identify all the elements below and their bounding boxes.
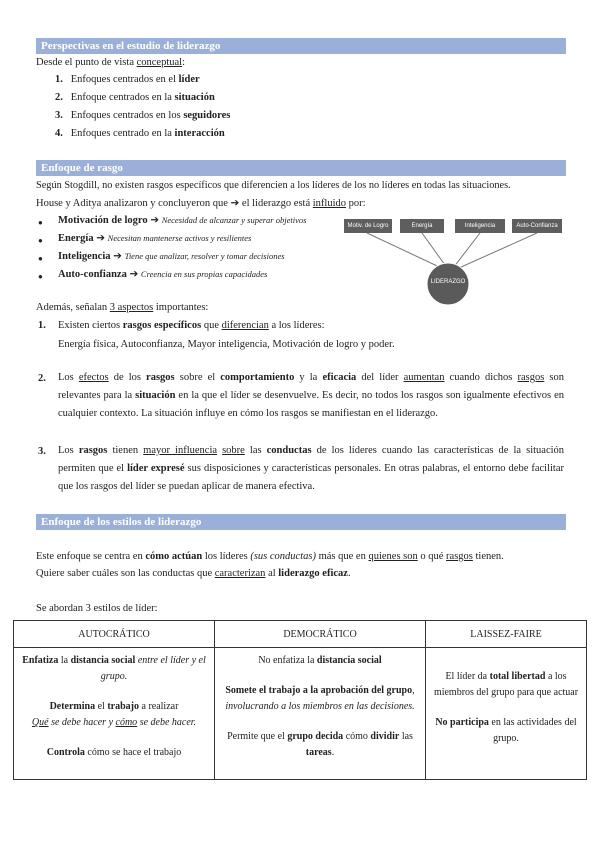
aspect-text: de los líderes cuando las características de la situación permiten que el	[58, 445, 565, 474]
cell-text: las	[399, 731, 413, 742]
diagram-node-inteligencia: Inteligencia	[455, 219, 505, 233]
header-democratico: DEMOCRÁTICO	[215, 621, 426, 648]
aspect-text: en la que el líder se desenvuelve. Es decir, no todos los rasgos son igualmente efectivos en cualquier contexto. La situación influye en cómo los rasgos se manifiestan en el liderazgo.	[58, 390, 564, 419]
arrow-icon: ➔	[93, 233, 108, 244]
house-text-mid: el liderazgo está	[239, 198, 313, 209]
intro-line	[36, 57, 185, 68]
aspect-text: Existen ciertos	[58, 320, 123, 331]
aspects-suffix: importantes:	[153, 302, 209, 313]
trait-item	[58, 268, 267, 280]
trait-item	[58, 250, 285, 262]
demo-item-3	[221, 729, 419, 761]
list-number: 4.	[55, 128, 63, 139]
aspect-bold: situación	[135, 390, 176, 401]
estilos-bold: liderazgo eficaz	[278, 568, 348, 579]
cell-text: No enfatiza la	[258, 655, 317, 666]
bullet-icon: ●	[38, 236, 43, 245]
aspect-1-list: Energía física, Autoconfianza, Mayor inteligencia, Motivación de logro y poder.	[58, 339, 395, 350]
trait-item	[58, 232, 251, 244]
aspects-intro	[36, 302, 208, 313]
aspect-bold: rasgos	[78, 445, 108, 456]
estilos-paragraph-2	[36, 568, 351, 579]
cell-bold: dividir	[370, 731, 400, 742]
bullet-icon: ●	[38, 218, 43, 227]
cell-bold: distancia social	[70, 655, 136, 666]
cell-text: la	[58, 655, 71, 666]
trait-item	[58, 214, 306, 226]
estilos-paragraph-1	[36, 551, 504, 562]
cell-bold: No participa	[435, 717, 489, 728]
intro-underlined: conceptual	[136, 57, 183, 68]
aspect-bold: líder expresé	[127, 463, 185, 474]
cell-bold: Enfatiza	[22, 655, 59, 666]
aspect-bold: conductas	[266, 445, 312, 456]
list-number: 3.	[55, 110, 63, 121]
list-text: Enfoque centrados en la	[70, 92, 175, 103]
list-item	[55, 74, 200, 85]
aspect-3-paragraph	[58, 442, 564, 496]
list-bold: situación	[174, 92, 215, 103]
aspect-number: 1.	[38, 320, 46, 331]
cell-bold: Determina	[49, 701, 96, 712]
aspect-2-paragraph	[58, 369, 564, 423]
estilos-text: o qué	[417, 551, 447, 562]
cell-italic: se debe hacer y	[48, 717, 116, 728]
aspect-underlined: mayor influencia	[143, 445, 218, 456]
estilos-text: al	[265, 568, 279, 579]
estilos-text: Quiere saber cuáles son las conductas que	[36, 568, 215, 579]
diagram-node-energia: Energía	[400, 219, 444, 233]
list-text: Enfoques centrado en la	[70, 128, 175, 139]
estilos-text: Este enfoque se centra en	[36, 551, 146, 562]
house-suffix: por:	[346, 198, 366, 209]
aspect-underlined: rasgos	[517, 372, 545, 383]
house-text: House y Aditya analizaron y concluyeron que	[36, 198, 231, 209]
estilos-text: tienen.	[472, 551, 504, 562]
trait-note: Creencia en sus propias capacidades	[140, 269, 268, 279]
arrow-icon: ➔	[147, 215, 162, 226]
auto-item-4	[20, 745, 208, 761]
list-item	[55, 110, 230, 121]
estilos-text: .	[347, 568, 351, 579]
auto-item-1	[20, 653, 208, 685]
estilos-italic: (sus conductas)	[250, 551, 316, 562]
list-number: 1.	[55, 74, 63, 85]
cell-text: cómo se hace el trabajo	[84, 747, 182, 758]
aspect-text: son relevantes para la	[58, 372, 565, 401]
cell-text: Permite que el	[227, 731, 288, 742]
aspect-text: de los	[108, 372, 147, 383]
diagram-connector	[450, 233, 537, 272]
trait-name: Energía	[58, 233, 94, 244]
cell-italic: entre el líder y el grupo.	[100, 655, 206, 682]
cell-italic-underlined: cómo	[115, 717, 138, 728]
aspect-text: del líder	[356, 372, 404, 383]
estilos-underlined: quienes son	[368, 551, 418, 562]
aspect-underlined: sobre	[222, 445, 245, 456]
estilos-bold: cómo actúan	[145, 551, 203, 562]
demo-item-1	[221, 653, 419, 669]
list-bold: líder	[178, 74, 200, 85]
cell-bold: Controla	[46, 747, 85, 758]
leadership-styles-table	[13, 620, 587, 780]
aspect-text: sobre el	[174, 372, 221, 383]
aspect-underlined: aumentan	[403, 372, 445, 383]
cell-text: a realizar	[139, 701, 179, 712]
aspect-text: tienen	[107, 445, 144, 456]
aspect-text: a los líderes:	[268, 320, 325, 331]
trait-name: Motivación de logro	[58, 215, 148, 226]
header-laissez-faire: LAISSEZ-FAIRE	[426, 621, 587, 648]
aspect-text: cuando dichos	[444, 372, 518, 383]
demo-item-2	[221, 683, 419, 715]
estilos-underlined: rasgos	[446, 551, 473, 562]
aspect-bold: rasgos	[146, 372, 175, 383]
laissez-item-2	[432, 715, 580, 747]
diagram-node-autoconfianza: Auto-Confianza	[512, 219, 562, 233]
cell-bold: distancia social	[316, 655, 382, 666]
cell-democratico	[215, 648, 426, 780]
aspect-bold: eficacia	[322, 372, 357, 383]
cell-text: a los miembros del grupo para que actuar	[433, 671, 579, 698]
house-underlined: influido	[312, 198, 347, 209]
cell-italic-underlined: Qué	[31, 717, 49, 728]
bullet-icon: ●	[38, 272, 43, 281]
aspects-underlined: 3 aspectos	[109, 302, 154, 313]
aspect-bold: comportamiento	[220, 372, 295, 383]
aspect-number: 3.	[38, 446, 46, 457]
aspect-underlined: diferencian	[221, 320, 269, 331]
cell-text: cómo	[343, 731, 371, 742]
list-item	[55, 128, 225, 139]
aspect-text: sus disposiciones y características personales. En otras palabras, el entorno debe facilitar que los rasgos del líder se puedan aplicar de manera efectiva.	[58, 463, 565, 492]
arrow-icon: ➔	[126, 269, 141, 280]
cell-italic: se debe hacer.	[137, 717, 197, 728]
trait-note: Tiene que analizar, resolver y tomar decisiones	[124, 251, 285, 261]
arrow-icon: ➔	[110, 251, 125, 262]
table-header-row	[14, 621, 587, 648]
cell-text: .	[331, 747, 335, 758]
aspect-1-line	[58, 320, 325, 331]
bullet-icon: ●	[38, 254, 43, 263]
list-bold: interacción	[174, 128, 225, 139]
cell-text: El líder da	[445, 671, 490, 682]
estilos-text: los líderes	[202, 551, 251, 562]
aspect-number: 2.	[38, 373, 46, 384]
cell-bold: tareas	[305, 747, 332, 758]
laissez-item-1	[432, 669, 580, 701]
aspect-bold: rasgos específicos	[122, 320, 202, 331]
house-line	[36, 197, 366, 209]
cell-bold: Somete el trabajo a la aprobación del grupo	[225, 685, 413, 696]
section-header-estilos: Enfoque de los estilos de liderazgo	[36, 514, 566, 530]
section-header-rasgo: Enfoque de rasgo	[36, 160, 566, 176]
auto-item-3	[20, 715, 208, 731]
list-text: Enfoques centrados en el	[70, 74, 179, 85]
aspect-text: Los	[58, 445, 79, 456]
list-bold: seguidores	[183, 110, 231, 121]
cell-bold: grupo decida	[287, 731, 344, 742]
cell-autocratico	[14, 648, 215, 780]
cell-text: en las actividades del grupo.	[488, 717, 577, 744]
estilos-paragraph-3: Se abordan 3 estilos de líder:	[36, 603, 158, 614]
cell-bold: total libertad	[489, 671, 546, 682]
cell-laissez-faire	[426, 648, 587, 780]
aspect-underlined: efectos	[78, 372, 109, 383]
trait-note: Necesitan mantenerse activos y resilientes	[107, 233, 252, 243]
intro-suffix: :	[182, 57, 186, 68]
estilos-underlined: caracterizan	[214, 568, 266, 579]
cell-bold: trabajo	[107, 701, 139, 712]
arrow-icon: ➔	[230, 198, 240, 209]
aspects-text: Además, señalan	[36, 302, 110, 313]
diagram-node-motivacion: Motiv. de Logro	[344, 219, 392, 233]
list-number: 2.	[55, 92, 63, 103]
diagram-center-label: LIDERAZGO	[430, 279, 466, 285]
auto-item-2	[20, 699, 208, 715]
list-text: Enfoques centrados en los	[70, 110, 184, 121]
section-header-perspectivas: Perspectivas en el estudio de liderazgo	[36, 38, 566, 54]
trait-name: Auto-confianza	[58, 269, 127, 280]
table-row	[14, 648, 587, 780]
aspect-text: Los	[58, 372, 79, 383]
trait-name: Inteligencia	[58, 251, 111, 262]
estilos-text: más que en	[315, 551, 369, 562]
aspect-text: que	[201, 320, 222, 331]
cell-italic: , involucrando a los miembros en las decisiones.	[225, 685, 415, 712]
trait-note: Necesidad de alcanzar y superar objetivos	[161, 215, 307, 225]
aspect-text: y la	[294, 372, 323, 383]
intro-text: Desde el punto de vista	[36, 57, 137, 68]
list-item	[55, 92, 215, 103]
aspect-text: las	[244, 445, 267, 456]
header-autocratico: AUTOCRÁTICO	[14, 621, 215, 648]
cell-text: el	[95, 701, 108, 712]
stogdill-line: Según Stogdill, no existen rasgos específicos que diferencien a los líderes de los no líderes en todas las situaciones.	[36, 180, 511, 191]
